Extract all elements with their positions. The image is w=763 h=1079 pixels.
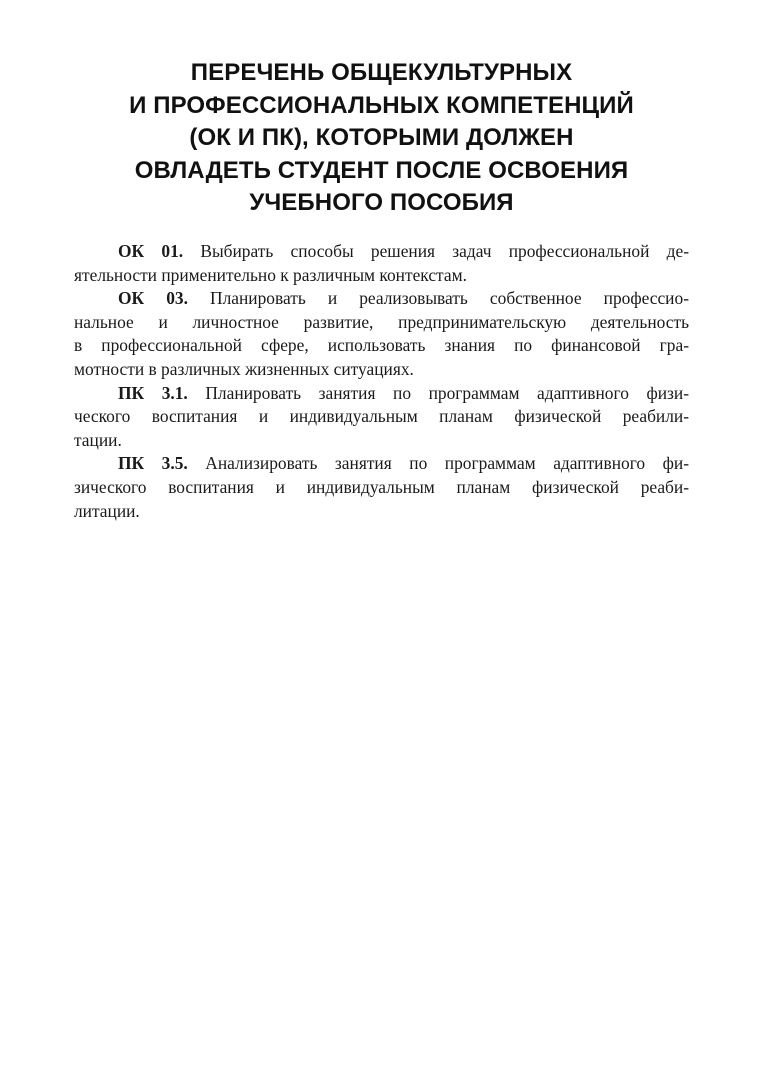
title-line: И ПРОФЕССИОНАЛЬНЫХ КОМПЕТЕНЦИЙ	[129, 91, 634, 119]
competency-text: Выбирать способы решения задач профессиональной де-	[183, 241, 689, 261]
competency-text: Планировать занятия по программам адаптивного физи-	[187, 382, 689, 403]
paragraph-line	[74, 240, 689, 264]
paragraph-line: нальное и личностное развитие, предпринимательскую деятельность	[74, 311, 689, 332]
competency-pk-3-5	[74, 452, 689, 523]
competency-code: ПК 3.1.	[118, 382, 188, 403]
competency-pk-3-1	[74, 382, 689, 453]
paragraph-line	[74, 452, 689, 476]
competency-code: ОК 01.	[118, 241, 184, 261]
title-line: УЧЕБНОГО ПОСОБИЯ	[249, 189, 514, 216]
paragraph-line	[74, 287, 689, 311]
paragraph-line: в профессиональной сфере, использовать знания по финансовой гра-	[74, 335, 689, 356]
paragraph-line	[74, 382, 689, 406]
title-line: ОВЛАДЕТЬ СТУДЕНТ ПОСЛЕ ОСВОЕНИЯ	[134, 156, 629, 184]
paragraph-line: зического воспитания и индивидуальным планам физической реаби-	[74, 476, 689, 497]
page-title	[70, 57, 693, 220]
paragraph-line: ческого воспитания и индивидуальным планам физической реабили-	[74, 406, 689, 427]
competency-ok-03	[74, 287, 689, 381]
paragraph-line: ятельности применительно к различным контекстам.	[74, 264, 467, 285]
title-line: (ОК И ПК), КОТОРЫМИ ДОЛЖЕН	[189, 124, 574, 151]
paragraph-line: мотности в различных жизненных ситуациях.	[74, 358, 414, 379]
competency-text: Анализировать занятия по программам адаптивного фи-	[187, 453, 689, 474]
competency-list	[74, 240, 689, 523]
paragraph-line: тации.	[74, 429, 122, 450]
competency-code: ОК 03.	[118, 288, 188, 309]
paragraph-line: литации.	[74, 500, 140, 521]
competency-ok-01	[74, 240, 689, 287]
competency-code: ПК 3.5.	[118, 453, 188, 474]
competency-text: Планировать и реализовывать собственное профессио-	[187, 288, 689, 309]
title-line: ПЕРЕЧЕНЬ ОБЩЕКУЛЬТУРНЫХ	[190, 59, 573, 86]
